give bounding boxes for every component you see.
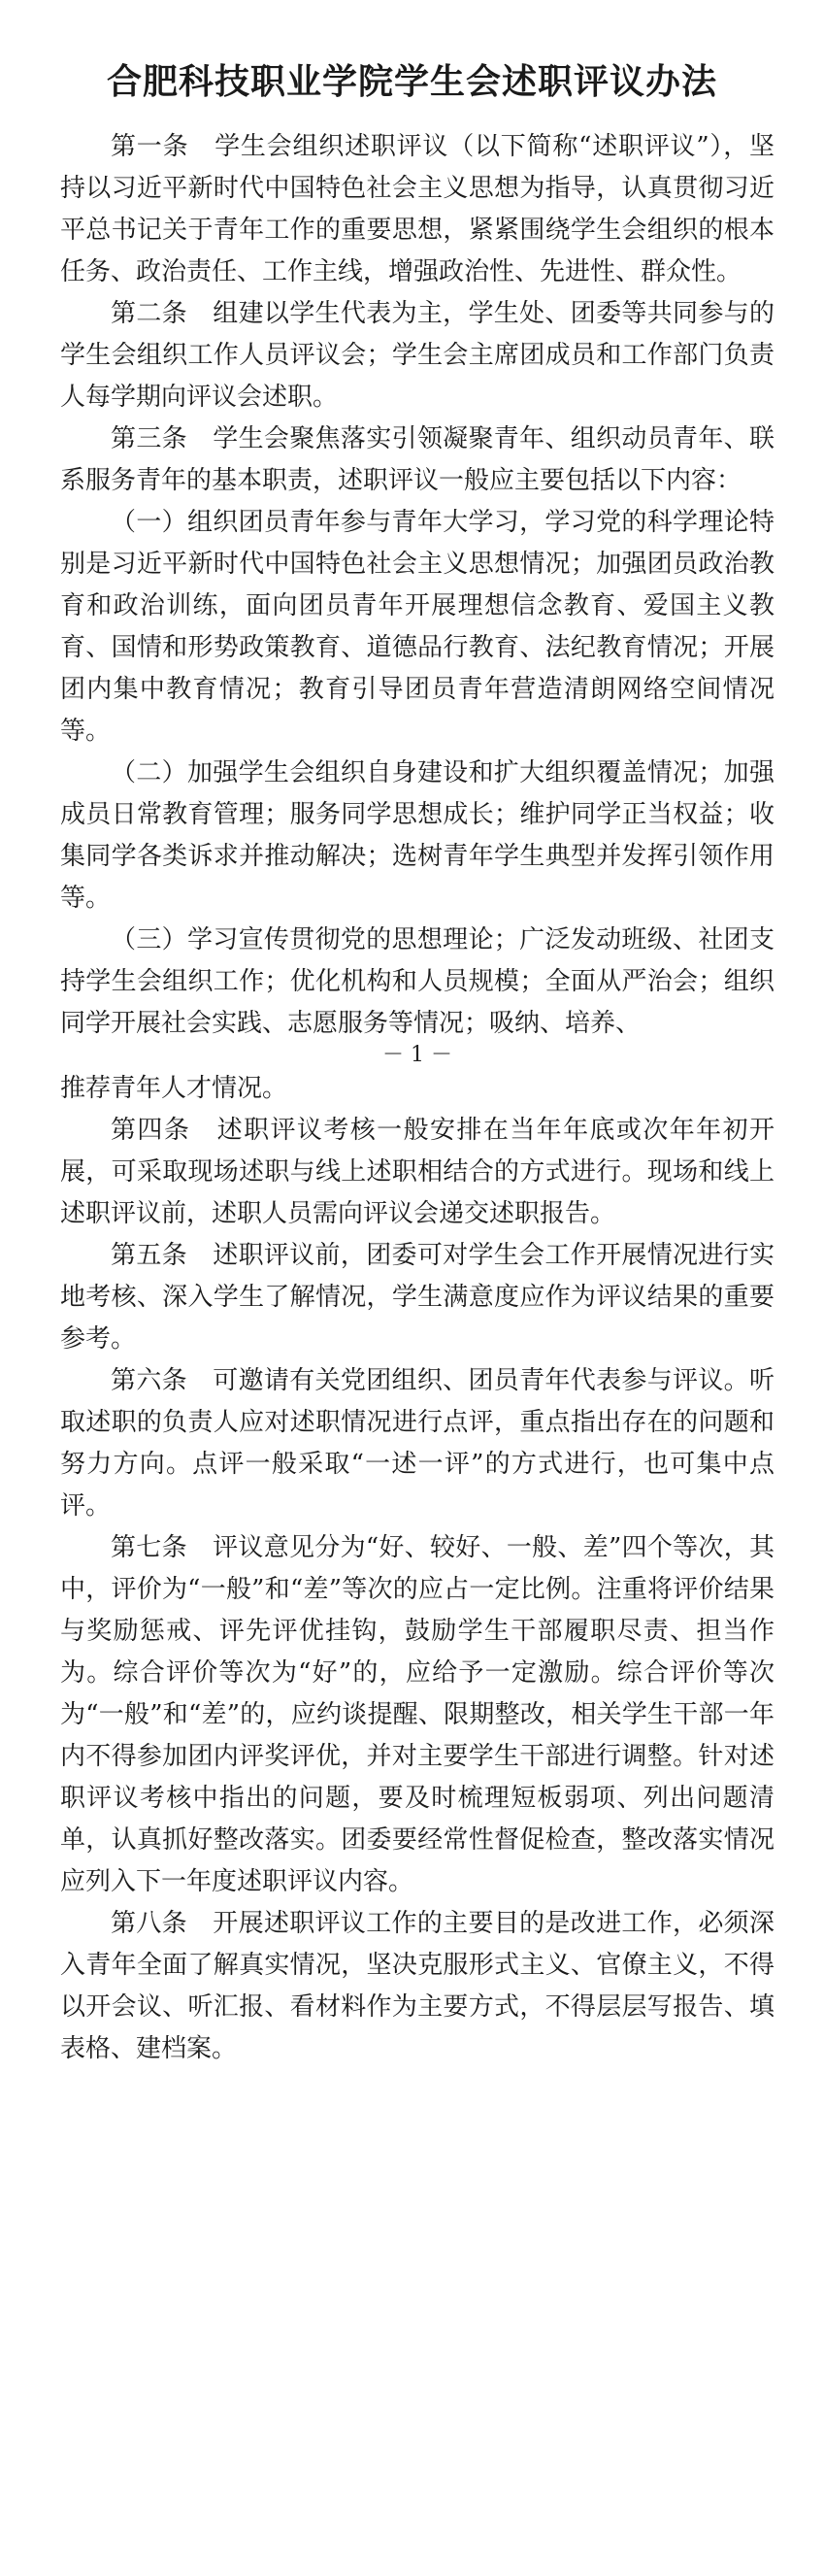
article-1-paragraph: 第一条 学生会组织述职评议（以下简称“述职评议”），坚持以习近平新时代中国特色社会主义思想为指导，认真贯彻习近平总书记关于青年工作的重要思想，紧紧围绕学生会组织的根本任务、政治责任、工作主线，增强政治性、先进性、群众性。 — [60, 132, 775, 286]
article-2-paragraph: 第二条 组建以学生代表为主，学生处、团委等共同参与的学生会组织工作人员评议会；学生会主席团成员和工作部门负责人每学期向评议会述职。 — [60, 299, 775, 412]
document-body — [60, 126, 775, 2070]
document-title: 合肥科技职业学院学生会述职评议办法 — [106, 62, 717, 102]
article-3-item-2: （二）加强学生会组织自身建设和扩大组织覆盖情况；加强成员日常教育管理；服务同学思想成长；维护同学正当权益；收集同学各类诉求并推动解决；选树青年学生典型并发挥引领作用等。 — [60, 758, 775, 913]
article-8-paragraph: 第八条 开展述职评议工作的主要目的是改进工作，必须深入青年全面了解真实情况，坚决克服形式主义、官僚主义，不得以开会议、听汇报、看材料作为主要方式，不得层层写报告、填表格、建档案。 — [60, 1909, 775, 2063]
page-number: － 1 － — [382, 1043, 452, 1067]
article-3-item-3: （三）学习宣传贯彻党的思想理论；广泛发动班级、社团支持学生会组织工作；优化机构和人员规模；全面从严治会；组织同学开展社会实践、志愿服务等情况；吸纳、培养、 — [60, 925, 775, 1038]
article-6-paragraph: 第六条 可邀请有关党团组织、团员青年代表参与评议。听取述职的负责人应对述职情况进行点评，重点指出存在的问题和努力方向。点评一般采取“一述一评”的方式进行，也可集中点评。 — [60, 1366, 775, 1521]
article-3-item-3-continuation: 推荐青年人才情况。 — [60, 1074, 288, 1103]
article-3-paragraph: 第三条 学生会聚焦落实引领凝聚青年、组织动员青年、联系服务青年的基本职责，述职评议一般应主要包括以下内容： — [60, 424, 775, 495]
article-5-paragraph: 第五条 述职评议前，团委可对学生会工作开展情况进行实地考核、深入学生了解情况，学生满意度应作为评议结果的重要参考。 — [60, 1241, 775, 1354]
article-7-paragraph: 第七条 评议意见分为“好、较好、一般、差”四个等次，其中，评价为“一般”和“差”等次的应占一定比例。注重将评价结果与奖励惩戒、评先评优挂钩，鼓励学生干部履职尽责、担当作为。综合评价等次为“好”的，应给予一定激励。综合评价等次为“一般”和“差”的，应约谈提醒、限期整改，相关学生干部一年内不得参加团内评奖评优，并对主要学生干部进行调整。针对述职评议考核中指出的问题，要及时梳理短板弱项、列出问题清单，认真抓好整改落实。团委要经常性督促检查，整改落实情况应列入下一年度述职评议内容。 — [60, 1533, 775, 1896]
article-3-item-1: （一）组织团员青年参与青年大学习，学习党的科学理论特别是习近平新时代中国特色社会主义思想情况；加强团员政治教育和政治训练，面向团员青年开展理想信念教育、爱国主义教育、国情和形势政策教育、道德品行教育、法纪教育情况；开展团内集中教育情况；教育引导团员青年营造清朗网络空间情况等。 — [60, 508, 775, 746]
article-4-paragraph: 第四条 述职评议考核一般安排在当年年底或次年年初开展，可采取现场述职与线上述职相结合的方式进行。现场和线上述职评议前，述职人员需向评议会递交述职报告。 — [60, 1116, 775, 1228]
